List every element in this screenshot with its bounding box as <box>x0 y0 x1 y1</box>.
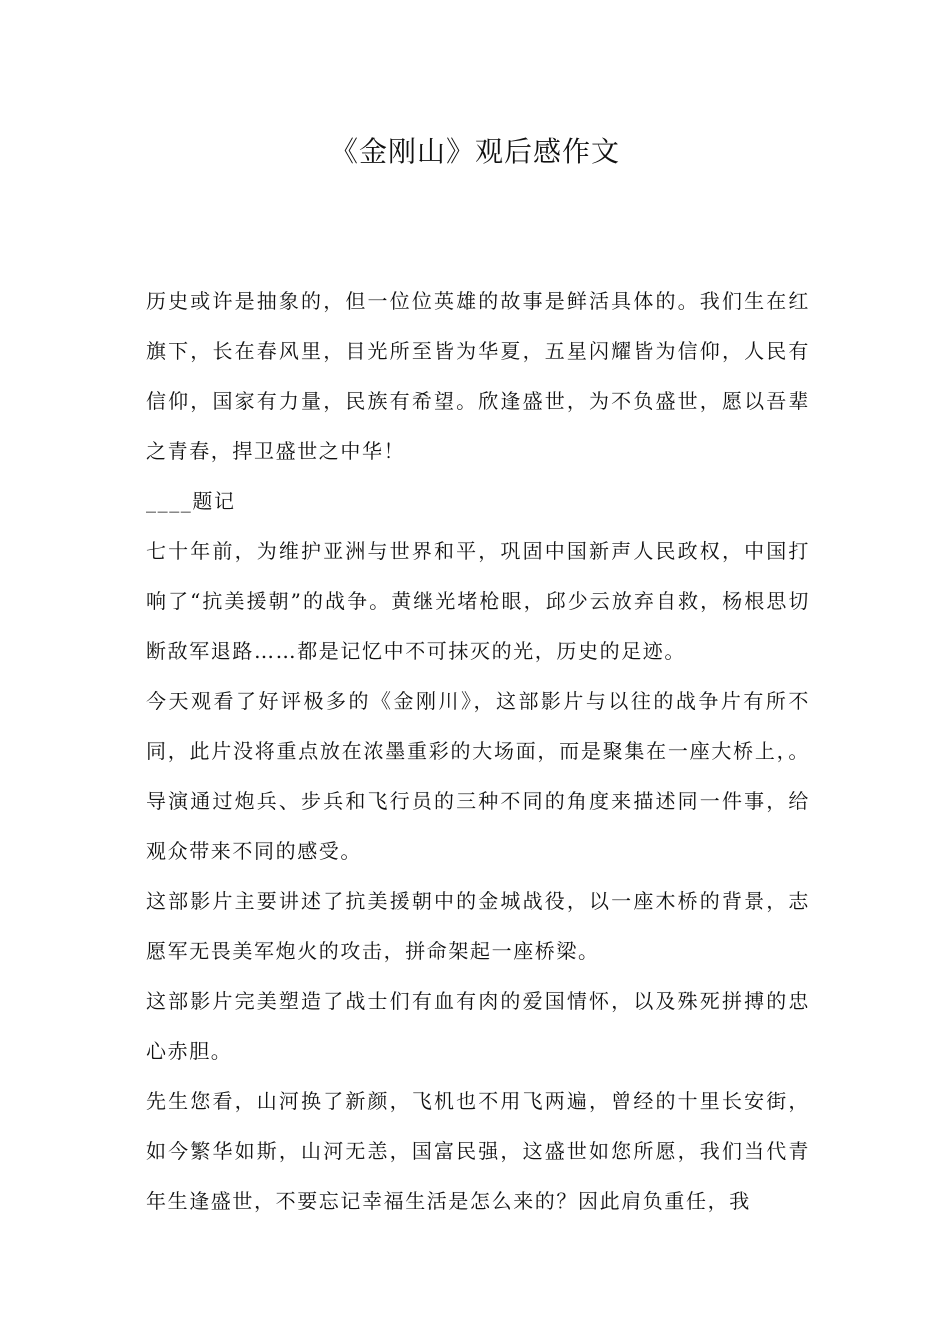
paragraph-epigraph: 历史或许是抽象的，但一位位英雄的故事是鲜活具体的。我们生在红旗下，长在春风里，目光所至皆为华夏，五星闪耀皆为信仰，人民有信仰，国家有力量，民族有希望。欣逢盛世，为不负盛世，愿以吾辈之青春，捍卫盛世之中华！ <box>146 289 810 463</box>
paragraph-film-praise: 这部影片完美塑造了战士们有血有肉的爱国情怀，以及殊死拼搏的忠心赤胆。 <box>146 989 810 1063</box>
paragraph-reflection: 先生您看，山河换了新颜，飞机也不用飞两遍，曾经的十里长安街，如今繁华如斯，山河无恙，国富民强，这盛世如您所愿，我们当代青年生逢盛世，不要忘记幸福生活是怎么来的？因此肩负重任，我 <box>146 1089 810 1213</box>
paragraph-history: 七十年前，为维护亚洲与世界和平，巩固中国新声人民政权，中国打响了“抗美援朝”的战争。黄继光堵枪眼，邱少云放弃自救，杨根思切断敌军退路……都是记忆中不可抹灭的光，历史的足迹。 <box>146 539 810 663</box>
document-body <box>146 276 810 1226</box>
paragraph-film-plot: 这部影片主要讲述了抗美援朝中的金城战役，以一座木桥的背景，志愿军无畏美军炮火的攻击，拼命架起一座桥梁。 <box>146 889 810 963</box>
paragraph-film-intro: 今天观看了好评极多的《金刚川》，这部影片与以往的战争片有所不同，此片没将重点放在浓墨重彩的大场面，而是聚集在一座大桥上，。导演通过炮兵、步兵和飞行员的三种不同的角度来描述同一件事，给观众带来不同的感受。 <box>146 689 810 863</box>
document-title: 《金刚山》观后感作文 <box>329 135 620 168</box>
paragraph-epigraph-attribution: ____题记 <box>146 489 236 513</box>
